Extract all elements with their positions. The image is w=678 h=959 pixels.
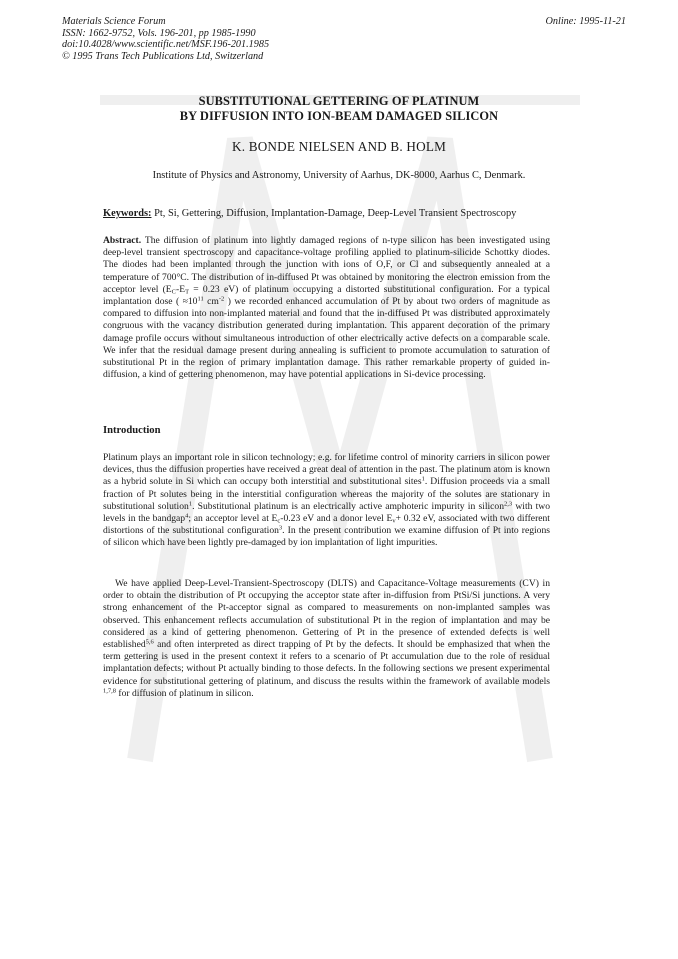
journal-header	[62, 16, 269, 62]
subscript: v	[392, 517, 396, 525]
online-date: Online: 1995-11-21	[545, 16, 626, 27]
citation-ref: 3	[278, 524, 283, 532]
citation-ref: 1	[421, 475, 425, 483]
body-text: with two levels in the bandgap	[103, 500, 550, 525]
introduction-heading: Introduction	[103, 425, 161, 436]
body-text: . In the present contribution we examine diffusion of Pt into regions of silicon which have been lightly pre-damaged by ion implantation of light impurities.	[103, 525, 551, 549]
abstract-text: The diffusion of platinum into lightly damaged regions of n-type silicon has been investigated using deep-level transient spectroscopy and capacitance-voltage profiling applied to platinum-silicide Schottky diodes. The diodes had been implanted through the junction with ions of O,F, or Cl and subsequently annealed at a temperature of 700°C. The distribution of in-diffused Pt was obtained by monitoring the electron emission from the acceptor level (E	[103, 235, 550, 295]
abstract-text: ) we recorded enhanced accumulation of Pt by about two orders of magnitude as compared to diffusion into non-implanted material and found that the in-diffused Pt was distributed approximately congruous with the vacancy distribution generated during implantation. This apparent decoration of the primary damage profile occurs without simultaneous introduction of other electrically active defects on a comparable scale. We infer that the residual damage present during annealing is sufficient to promote accumulation to saturation of substitutional Pt in the region of primary implantation damage. This rather remarkable property of guided in-diffusion, a kind of gettering phenomenon, may have potential applications in Si-device processing.	[103, 296, 551, 381]
introduction-paragraph-1	[103, 452, 550, 550]
citation-ref: 4	[185, 512, 189, 520]
abstract-paragraph	[103, 235, 550, 381]
subscript: c	[277, 517, 281, 525]
body-text: ; an acceptor level at E	[188, 513, 278, 525]
citation-ref: 1	[188, 500, 193, 508]
abstract-text: cm	[203, 296, 219, 308]
authors: K. BONDE NIELSEN AND B. HOLM	[231, 139, 447, 154]
abstract-text: -E	[176, 283, 186, 295]
citation-ref: 5,6	[145, 638, 154, 646]
journal-name: Materials Science Forum	[62, 16, 166, 27]
body-text: Platinum plays an important role in silicon technology; e.g. for lifetime control of minority carriers in silicon power devices, thus the diffusion properties have received a great deal of attention in the past. The platinum atom is known as a hybrid solute in Si which can occupy both interstitial and substitutional sites	[103, 452, 550, 488]
keywords-text: Pt, Si, Gettering, Diffusion, Implantation-Damage, Deep-Level Transient Spectroscopy	[151, 208, 517, 219]
body-text: -0.23 eV and a donor level E	[280, 513, 393, 525]
abstract-text: = 0.23 eV) of platinum occupying a distorted substitutional configuration. For a typical implantation dose ( ≈10	[103, 283, 550, 308]
introduction-paragraph-2	[103, 578, 550, 700]
citation-ref: 2,3	[504, 500, 513, 508]
citation-ref: 1,7,8	[103, 687, 116, 695]
subscript: T	[185, 288, 190, 296]
title-line-2: BY DIFFUSION INTO ION-BEAM DAMAGED SILICON	[179, 108, 499, 123]
issn-line: ISSN: 1662-9752, Vols. 196-201, pp 1985-1990	[62, 27, 256, 39]
abstract-label: Abstract.	[103, 235, 142, 246]
body-text: and often interpreted as direct trapping of Pt by the defects. It should be emphasized that when the term gettering is used in the present context it refers to a scenario of Pt accumulation due to the role of residual implantation defects; without Pt actually binding to those defects. In the following sections we present experimental evidence for substitutional gettering of platinum, and discuss the results within the framework of available models	[103, 639, 550, 687]
affiliation: Institute of Physics and Astronomy, University of Aarhus, DK-8000, Aarhus C, Denmark.	[152, 170, 526, 181]
paper-title	[0, 94, 678, 123]
doi-line[interactable]: doi:10.4028/www.scientific.net/MSF.196-201.1985	[62, 39, 270, 51]
body-text: . Substitutional platinum is an electrically active amphoteric impurity in silicon	[192, 500, 505, 512]
body-text: We have applied Deep-Level-Transient-Spectroscopy (DLTS) and Capacitance-Voltage measurements (CV) in order to obtain the distribution of Pt occupying the acceptor state after in-diffusion from PtSi/Si junctions. A very strong enhancement of the Pt-acceptor signal as compared to measurements on non-implanted samples was observed. This enhancement reflects accumulation of substitutional Pt in the region of implantation and may be considered as a kind of gettering phenomenon. Gettering of Pt in the presence of extended defects is well established	[103, 578, 550, 651]
keywords-label: Keywords:	[103, 208, 152, 219]
body-text: + 0.32 eV, associated with two different distortions of the substitutional configuration	[103, 513, 550, 537]
superscript: -2	[218, 295, 225, 303]
subscript: C	[171, 288, 176, 296]
body-text: for diffusion of platinum in silicon.	[116, 687, 254, 699]
body-text: . Diffusion proceeds via a small fraction of Pt solutes being in the interstitial configuration whereas the majority of the solutes are stationary in substitutional solution	[103, 476, 550, 512]
title-line-1: SUBSTITUTIONAL GETTERING OF PLATINUM	[198, 94, 480, 108]
keywords-line	[103, 208, 573, 219]
superscript: 11	[197, 295, 204, 303]
copyright-line: © 1995 Trans Tech Publications Ltd, Switzerland	[62, 50, 264, 62]
